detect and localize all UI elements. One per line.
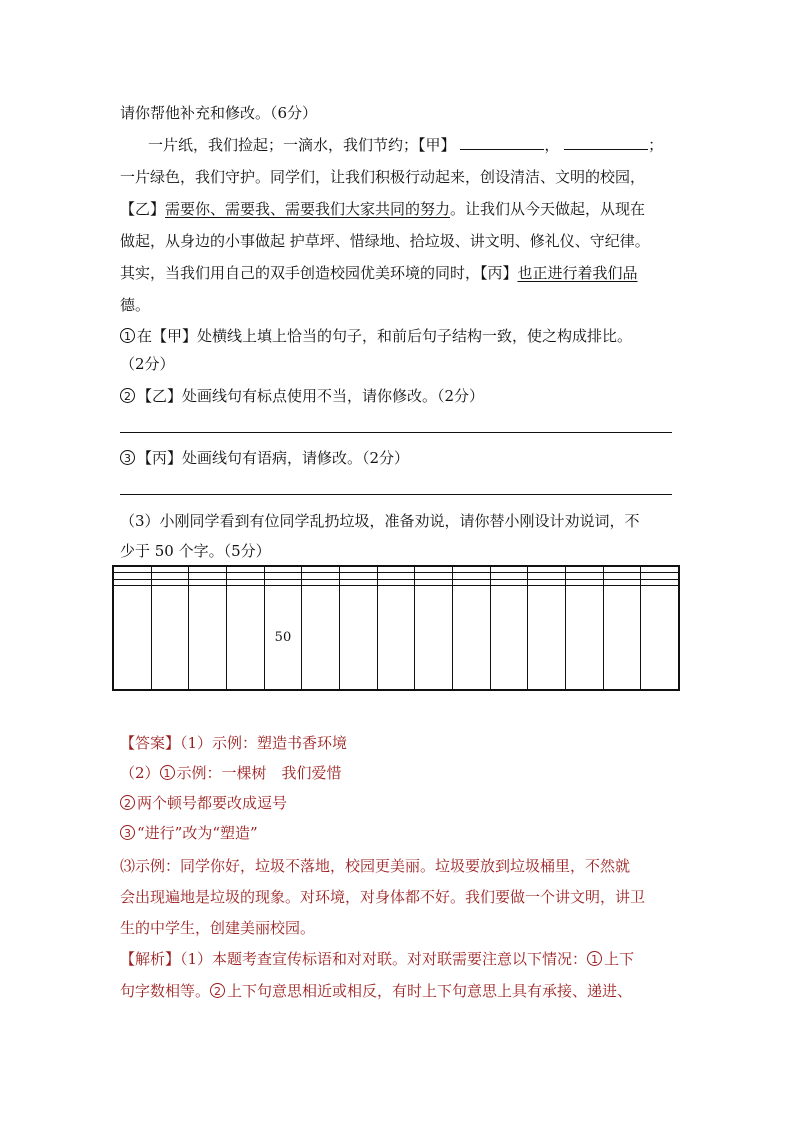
sub-question-3 (120, 447, 409, 468)
q2-para-line2: 一片绿色，我们守护。同学们，让我们积极行动起来，创设清洁、文明的校园， (120, 168, 646, 186)
circled-number-2: 2 (120, 388, 135, 403)
semicolon: ； (648, 136, 664, 154)
answer-line-3[interactable] (120, 494, 672, 495)
grid-cell[interactable] (565, 586, 603, 690)
grid-cell[interactable] (528, 586, 566, 690)
sub-question-3-text: 处画线句有语病，请修改。（2分） (182, 449, 410, 467)
q2-para-line3-tail: 。让我们从今天做起，从现在 (450, 200, 646, 218)
q2-intro: 请你帮他补充和修改。（6分） (120, 104, 318, 122)
sub-question-1-prefix: 在 (137, 327, 153, 345)
marker-jia-ref: 【甲】 (152, 327, 198, 345)
q3-line2: 少于 50 个字。（5分） (120, 542, 271, 560)
q2-para-line3 (120, 198, 645, 219)
marker-bing-ref: 【丙】 (137, 449, 183, 467)
q2-para-line1 (148, 134, 663, 155)
grid-row (114, 586, 679, 690)
analysis-line2-text: 句字数相等。 (120, 982, 211, 1000)
grid-count-mark: 50 (274, 630, 292, 646)
sub-question-2 (120, 385, 484, 406)
marker-yi-ref: 【乙】 (137, 387, 183, 405)
answer-1: （1）示例：塑造书香环境 (180, 734, 348, 752)
marker-jia: 【甲】 (418, 136, 456, 154)
analysis-line2 (120, 980, 632, 1001)
answer-4-text: “进行”改为“塑造” (137, 824, 258, 842)
grid-cell[interactable] (339, 586, 377, 690)
sub-question-2-text: 处画线句有标点使用不当，请你修改。（2分） (182, 387, 485, 405)
blank-jia-2[interactable] (564, 135, 648, 150)
answer-tag: 【答案】 (120, 734, 181, 752)
circled-number-3: 3 (120, 450, 135, 465)
sub-question-1 (120, 325, 632, 346)
q2-para-line6: 德。 (120, 296, 151, 314)
grid-cell[interactable] (302, 586, 340, 690)
answer-line-1 (120, 732, 347, 753)
answer-line-4-text (120, 822, 258, 843)
circled-number-3: 3 (120, 825, 135, 840)
marker-bing: 【丙】 (480, 264, 518, 282)
blank-jia-1[interactable] (460, 135, 544, 150)
circled-number-1: 1 (160, 765, 175, 780)
circled-number-2: 2 (120, 795, 135, 810)
answer-5-line2: 会出现遍地是垃圾的现象。对环境，对身体都不好。我们要做一个讲文明，讲卫 (120, 888, 646, 906)
answer-line-2[interactable] (120, 432, 672, 433)
underlined-sentence-yi: 需要你、需要我、需要我们大家共同的努力 (165, 200, 451, 218)
analysis-line1 (120, 948, 634, 969)
grid-cell[interactable] (490, 586, 528, 690)
answer-5-line1: ⑶示例：同学你好，垃圾不落地，校园更美丽。垃圾要放到垃圾桶里，不然就 (120, 857, 631, 875)
grid-cell[interactable] (641, 586, 679, 690)
grid-cell[interactable] (264, 586, 302, 690)
grid-cell[interactable] (603, 586, 641, 690)
answer-line-2-text (120, 762, 342, 783)
circled-number-1: 1 (120, 328, 135, 343)
grid-cell[interactable] (114, 586, 152, 690)
analysis-line1-text: （1）本题考查宣传标语和对对联。对对联需要注意以下情况： (180, 950, 588, 968)
sub-question-1-text: 处横线上填上恰当的句子，和前后句子结构一致，使之构成排比。 (197, 327, 633, 345)
grid-cell[interactable] (226, 586, 264, 690)
q2-para-line5-text: 其实，当我们用自己的双手创造校园优美环境的同时， (120, 264, 481, 282)
grid-cell[interactable] (452, 586, 490, 690)
answer-5-line3: 生的中学生，创建美丽校园。 (120, 919, 316, 937)
grid-cell[interactable] (415, 586, 453, 690)
answer-3-text: 两个顿号都要改成逗号 (137, 794, 288, 812)
answer-2-text: 示例：一棵树 我们爱惜 (176, 764, 342, 782)
answer-2-prefix: （2） (120, 764, 160, 782)
analysis-tag: 【解析】 (120, 950, 181, 968)
writing-grid[interactable] (112, 565, 680, 691)
grid-cell[interactable] (377, 586, 415, 690)
grid-cell[interactable] (189, 586, 227, 690)
q2-para-line4: 做起，从身边的小事做起 护草坪、惜绿地、拾垃圾、讲文明、修礼仪、守纪律。 (120, 232, 650, 250)
marker-yi: 【乙】 (120, 200, 166, 218)
circled-number-1: 1 (587, 951, 602, 966)
writing-grid-table (113, 566, 679, 690)
analysis-line1-tail: 上下 (604, 950, 635, 968)
sub-question-1-score: （2分） (120, 355, 175, 373)
answer-line-3-text (120, 792, 287, 813)
q3-line1: （3）小刚同学看到有位同学乱扔垃圾，准备劝说，请你替小刚设计劝说词，不 (120, 512, 640, 530)
underlined-sentence-bing: 也正进行着我们品 (517, 264, 638, 282)
circled-number-2: 2 (210, 983, 225, 998)
analysis-line2-tail: 上下句意思相近或相反，有时上下句意思上具有承接、递进、 (227, 982, 633, 1000)
comma: ， (544, 136, 560, 154)
q2-para-line1-text: 一片纸，我们捡起；一滴水，我们节约； (148, 136, 419, 154)
grid-cell[interactable] (151, 586, 189, 690)
q2-para-line5 (120, 262, 638, 283)
